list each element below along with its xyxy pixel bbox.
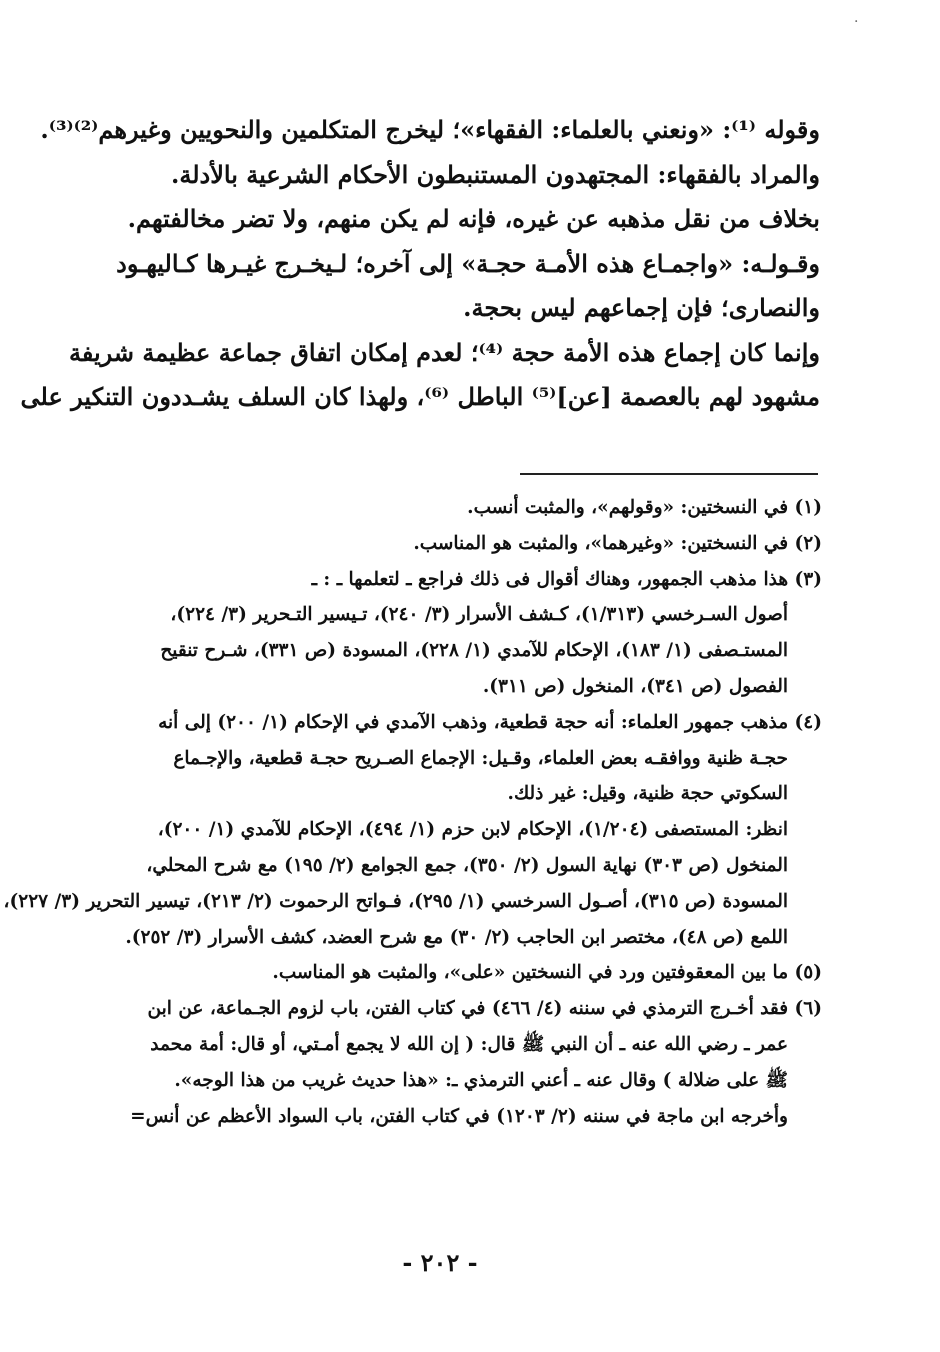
main-text-line: وقـولـه: «واجمـاع هذه الأمـة حجـة» إلى آخره؛ لـيخـرج غيـرها كـاليهـود — [116, 248, 820, 278]
footnote-line: (٢) في النسختين: «وغيرهما»، والمثبت هو المناسب. — [413, 532, 822, 554]
footnote-line: (١) في النسختين: «وقولهم»، والمثبت أنسب. — [467, 497, 822, 518]
scan-speck: · — [854, 14, 859, 30]
main-text-line: بخلاف من نقل مذهبه عن غيره، فإنه لم يكن منهم، ولا تضر مخالفتهم. — [127, 204, 820, 233]
main-text-line: وقوله ⁽¹⁾: «ونعني بالعلماء: الفقهاء»؛ ليخرج المتكلمين والنحويين وغيرهم⁽²⁾⁽³⁾. — [40, 115, 820, 144]
main-text-line: والنصارى؛ فإن إجماعهم ليس بحجة. — [463, 293, 820, 322]
page-number: - ٢٠٢ - — [402, 1248, 478, 1277]
footnote-line: عمر ـ رضي الله عنه ـ أن النبي ﷺ قال: ( إن الله لا يجمع أمـتي، أو قال: أمة محمد — [150, 1033, 788, 1055]
footnote-line: المستـصفى (١/ ١٨٣)، الإحكام للآمدي (١/ ٢٢٨)، المسودة (ص ٣٣١)، شـرح تنقيح — [160, 640, 788, 662]
footnote-line: المنخول (ص ٣٠٣) نهاية السول (٢/ ٣٥٠)، جمع الجوامع (٢/ ١٩٥) مع شرح المحلي، — [146, 854, 788, 876]
footnote-line: وأخرجه ابن ماجة في سننه (٢/ ١٢٠٣) في كتاب الفتن، باب السواد الأعظم عن أنس= — [130, 1105, 788, 1127]
footnotes-block — [3, 490, 822, 1134]
main-text-line: وإنما كان إجماع هذه الأمة حجة ⁽⁴⁾؛ لعدم إمكان اتفاق جماعة عظيمة شريفة — [68, 337, 820, 367]
main-text-line: مشهود لهم بالعصمة [عن]⁽⁵⁾ الباطل ⁽⁶⁾، ولهذا كان السلف يشـددون التنكير على — [20, 382, 820, 411]
footnote-line: (٥) ما بين المعقوفتين ورد في النسختين «على»، والمثبت هو المناسب. — [272, 962, 822, 984]
footnote-line: أصول السـرخسي (١/٣١٣)، كـشف الأسرار (٣/ ٢٤٠)، تـيسير التـحرير (٣/ ٢٢٤)، — [170, 604, 788, 626]
footnote-separator — [520, 473, 818, 475]
main-text-block — [20, 108, 820, 420]
footnote-line: ﷺ على ضلالة ) وقال عنه ـ أعني الترمذي ـ: «هذا حديث غريب من هذا الوجه». — [174, 1069, 788, 1091]
footnote-line: المسودة (ص ٣١٥)، أصـول السرخسي (١/ ٢٩٥)، فـواتح الرحموت (٢/ ٢١٣)، تيسير التحرير (٣/ ٢٢٧)، — [3, 890, 788, 912]
footnote-line: اللمع (ص ٤٨)، مختصر ابن الحاجب (٢/ ٣٠) مع شرح العضد، كشف الأسرار (٣/ ٢٥٢). — [125, 926, 788, 948]
footnote-line: (٤) مذهب جمهور العلماء: أنه حجة قطعية، وذهب الآمدي في الإحكام (١/ ٢٠٠) إلى أنه — [158, 711, 822, 733]
footnote-line: السكوتي حجة ظنية، وقيل: غير ذلك. — [507, 783, 788, 805]
main-text-line: والمراد بالفقهاء: المجتهدون المستنبطون الأحكام الشرعية بالأدلة. — [170, 159, 820, 189]
footnote-line: انظر: المستصفى (١/٢٠٤)، الإحكام لابن حزم (١/ ٤٩٤)، الإحكام للآمدي (١/ ٢٠٠)، — [157, 819, 788, 841]
footnote-line: الفصول (ص ٣٤١)، المنخول (ص ٣١١). — [482, 675, 788, 697]
footnote-line: (٦) فقد أخـرج الترمذي في سننه (٤/ ٤٦٦) في كتاب الفتن، باب لزوم الجـماعة، عن ابن — [147, 998, 822, 1020]
footnote-line: (٣) هذا مذهب الجمهور، وهناك أقوال فى ذلك فراجع ـ لتعلمها ـ : ـ — [311, 568, 822, 590]
footnote-line: حجـة ظنية ووافقـه بعض العلماء، وقـيل: الإجماع الصـريح حجـة قطعية، والإجـماع — [173, 747, 788, 769]
